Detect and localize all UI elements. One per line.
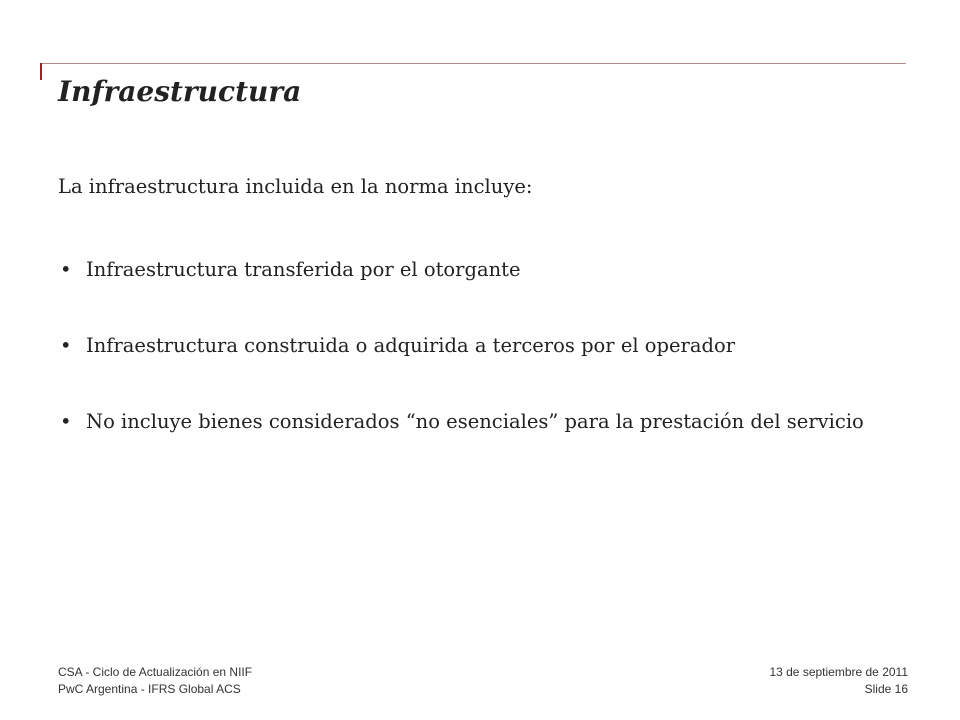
bullet-text: Infraestructura construida o adquirida a terceros por el operador xyxy=(86,334,736,357)
footer-course-name: CSA - Ciclo de Actualización en NIIF xyxy=(58,665,253,679)
bullet-list xyxy=(58,255,910,483)
bullet-item xyxy=(58,331,910,360)
footer-organization: PwC Argentina - IFRS Global ACS xyxy=(58,682,241,696)
footer-slide-number: Slide 16 xyxy=(864,682,908,696)
slide-title: Infraestructura xyxy=(58,75,302,108)
bullet-text: No incluye bienes considerados “no esenciales” para la prestación del servicio xyxy=(86,410,864,433)
footer-right xyxy=(769,664,908,698)
title-accent-mark xyxy=(40,63,42,80)
footer-left xyxy=(58,664,252,698)
bullet-item xyxy=(58,407,910,436)
title-frame-line xyxy=(40,63,906,64)
bullet-icon: • xyxy=(60,258,72,281)
bullet-icon: • xyxy=(60,410,72,433)
bullet-item xyxy=(58,255,910,284)
intro-text: La infraestructura incluida en la norma incluye: xyxy=(58,175,533,198)
footer-date: 13 de septiembre de 2011 xyxy=(769,665,908,679)
bullet-text: Infraestructura transferida por el otorgante xyxy=(86,258,521,281)
bullet-icon: • xyxy=(60,334,72,357)
